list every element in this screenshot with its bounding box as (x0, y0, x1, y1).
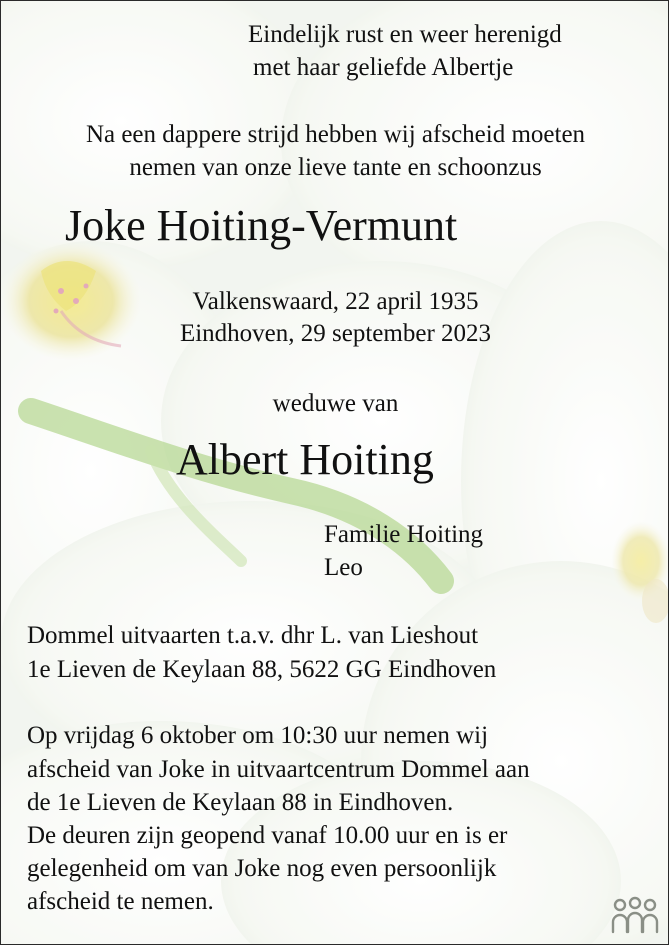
service-line-6: afscheid te nemen. (27, 888, 214, 915)
motto-line-1: Eindelijk rust en weer herenigd (248, 21, 562, 48)
motto-line-2: met haar geliefde Albertje (253, 54, 514, 81)
service-line-5: gelegenheid om van Joke nog even persoonlijk (27, 855, 497, 882)
deceased-name: Joke Hoiting-Vermunt (65, 201, 458, 250)
intro-line-2: nemen van onze lieve tante en schoonzus (129, 154, 542, 181)
service-line-3: de 1e Lieven de Keylaan 88 in Eindhoven. (27, 789, 454, 816)
spouse-name: Albert Hoiting (176, 435, 434, 484)
signatory-2: Leo (324, 554, 363, 581)
service-line-4: De deuren zijn geopend vanaf 10.00 uur en is er (27, 822, 508, 849)
birth-info: Valkenswaard, 22 april 1935 (192, 288, 479, 315)
people-icon (610, 896, 660, 936)
death-info: Eindhoven, 29 september 2023 (179, 320, 492, 347)
relation-label: weduwe van (272, 390, 399, 417)
service-line-1: Op vrijdag 6 oktober om 10:30 uur nemen wij (27, 722, 489, 749)
address-line-2: 1e Lieven de Keylaan 88, 5622 GG Eindhoven (27, 656, 497, 683)
service-line-2: afscheid van Joke in uitvaartcentrum Dommel aan (27, 756, 530, 783)
intro-line-1: Na een dappere strijd hebben wij afscheid moeten (85, 121, 586, 148)
signatory-1: Familie Hoiting (324, 521, 484, 548)
address-line-1: Dommel uitvaarten t.a.v. dhr L. van Lieshout (27, 622, 479, 649)
